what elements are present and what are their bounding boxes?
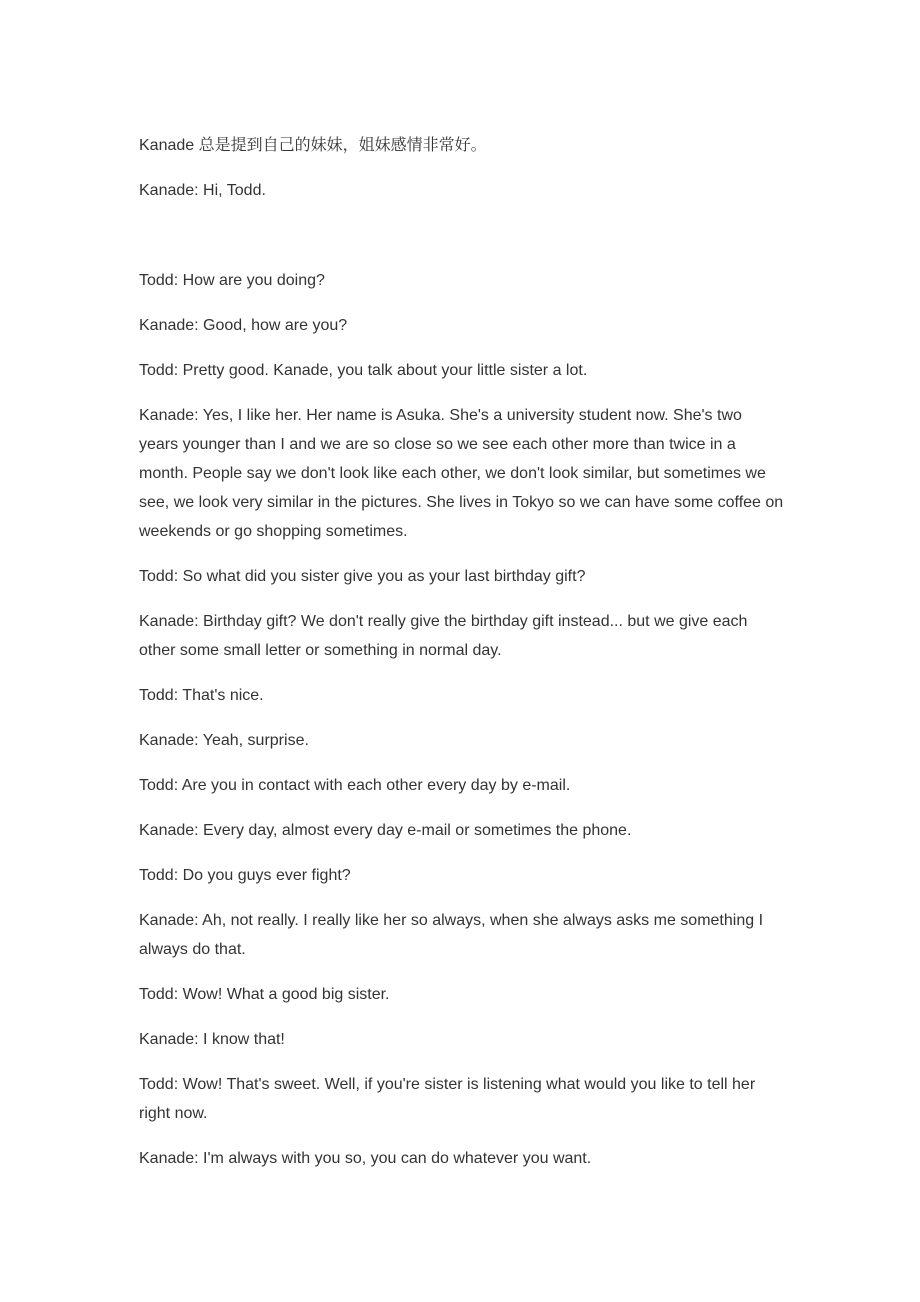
dialogue-line: Kanade: Hi, Todd.	[139, 182, 266, 199]
dialogue-line: Todd: Are you in contact with each other every day by e-mail.	[139, 777, 571, 794]
document-body	[139, 131, 784, 1189]
dialogue-line: Todd: Wow! That's sweet. Well, if you're sister is listening what would you like to tell her right now.	[139, 1076, 756, 1122]
dialogue-line: Kanade: Yes, I like her. Her name is Asuka. She's a university student now. She's two years younger than I and we are so close so we see each other more than twice in a month. People say we don't look like each other, we don't look similar, but sometimes we see, we look very similar in the pictures. She lives in Tokyo so we can have some coffee on weekends or go shopping sometimes.	[139, 407, 784, 540]
dialogue-line: Todd: Do you guys ever fight?	[139, 867, 351, 884]
dialogue-line: Todd: Wow! What a good big sister.	[139, 986, 390, 1003]
dialogue-line: Todd: That's nice.	[139, 687, 264, 704]
dialogue-line: Todd: So what did you sister give you as your last birthday gift?	[139, 568, 586, 585]
dialogue-line: Todd: Pretty good. Kanade, you talk about your little sister a lot.	[139, 362, 588, 379]
dialogue-line: Todd: How are you doing?	[139, 272, 325, 289]
dialogue-line: Kanade: Every day, almost every day e-mail or sometimes the phone.	[139, 822, 632, 839]
dialogue-line: Kanade: Ah, not really. I really like her so always, when she always asks me something I always do that.	[139, 912, 764, 958]
dialogue-line: Kanade: I know that!	[139, 1031, 285, 1048]
dialogue-line: Kanade: Yeah, surprise.	[139, 732, 309, 749]
dialogue-line: Kanade: Good, how are you?	[139, 317, 348, 334]
dialogue-line: Kanade: I'm always with you so, you can do whatever you want.	[139, 1150, 592, 1167]
dialogue-line: Kanade: Birthday gift? We don't really give the birthday gift instead... but we give each other some small letter or something in normal day.	[139, 613, 748, 659]
intro-paragraph: Kanade 总是提到自己的妹妹，姐妹感情非常好。	[139, 137, 487, 154]
